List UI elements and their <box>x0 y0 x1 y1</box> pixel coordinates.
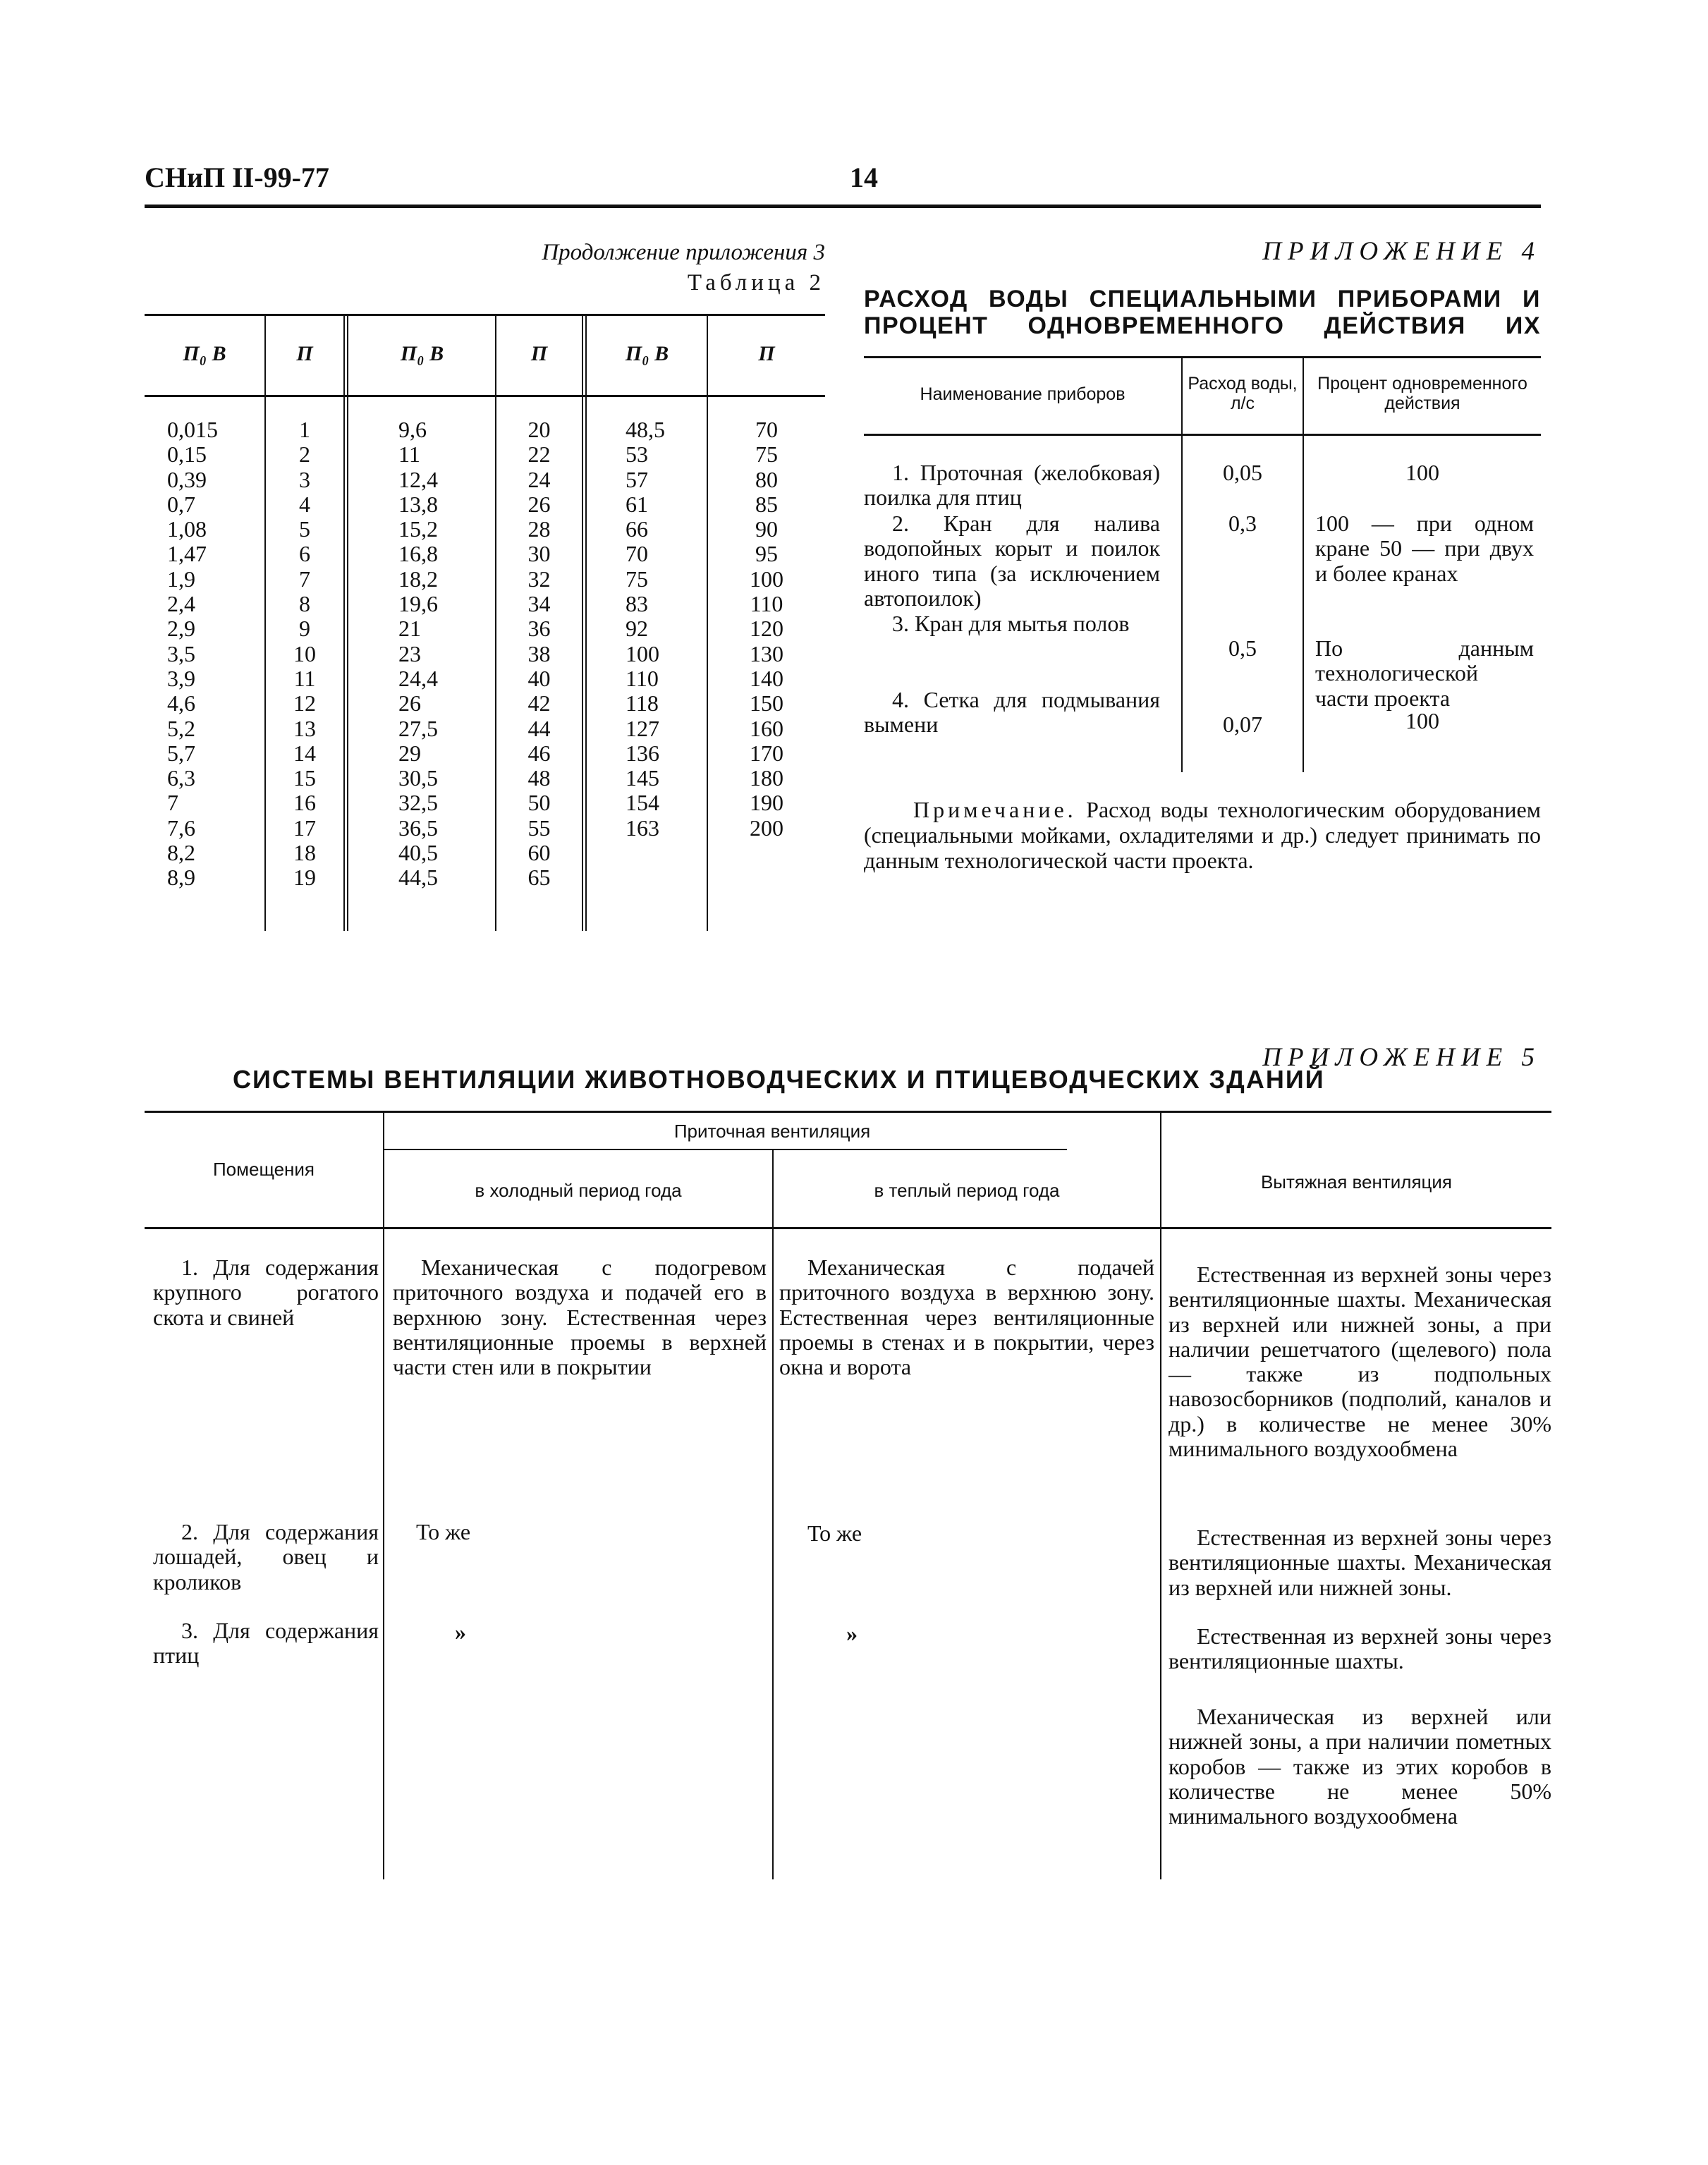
table2-cell: 180 <box>750 765 783 791</box>
table2-cell: 140 <box>750 665 783 691</box>
table2-column-p-3 <box>708 417 825 841</box>
table2-cell: 1,9 <box>167 566 195 592</box>
table2-cell: 18 <box>293 840 316 866</box>
table2-cell: 29 <box>398 740 421 766</box>
table2-cell: 46 <box>527 740 551 766</box>
page-number: 14 <box>850 161 878 193</box>
table2-cell: 19 <box>293 865 316 891</box>
table2-cell: 65 <box>527 865 551 891</box>
table2-cell: 2,4 <box>167 591 195 617</box>
table2-double-divider <box>582 314 587 931</box>
table2-cell: 170 <box>750 740 783 766</box>
header-rule <box>145 205 1541 208</box>
table2-cell: 8 <box>299 591 310 617</box>
appendix4-label: ПРИЛОЖЕНИЕ 4 <box>1262 237 1541 266</box>
appendix5-table <box>145 1111 1551 1879</box>
table2-cell: 75 <box>755 441 778 468</box>
table2-cell: 22 <box>527 441 551 468</box>
table2 <box>145 314 825 931</box>
table2-cell: 154 <box>626 790 659 816</box>
table2-cell: 145 <box>626 765 659 791</box>
table2-header-p-3: П <box>758 342 775 365</box>
table2-cell: 15,2 <box>398 516 438 542</box>
table2-cell: 3,5 <box>167 640 195 666</box>
appendix4-divider <box>1181 356 1183 772</box>
table2-cell: 1 <box>299 417 310 442</box>
table2-cell: 40,5 <box>398 840 438 866</box>
table2-cell: 7 <box>299 566 310 592</box>
appendix5-divider <box>772 1149 774 1879</box>
appendix5-row-1-cold: Механическая с подогревом приточного воздуха и подачей его в верхнюю зону. Естественная через вентиляционные проемы в верхней части стен или в покрытии <box>393 1255 767 1380</box>
table2-cell: 5,7 <box>167 740 195 766</box>
note-label: Примечание. <box>913 797 1077 822</box>
table2-cell: 13,8 <box>398 491 438 517</box>
table2-cell: 18,2 <box>398 566 438 592</box>
table2-column-p-2 <box>496 417 582 891</box>
table2-header-pv-2: П₀ В <box>400 342 444 365</box>
appendix5-row-3-warm: » <box>846 1621 858 1646</box>
table2-cell: 100 <box>626 640 659 666</box>
table2-cell: 8,2 <box>167 840 195 866</box>
table2-cell: 26 <box>398 690 421 716</box>
appendix4-top-rule <box>864 356 1541 358</box>
table2-cell: 2 <box>299 441 310 468</box>
table2-cell: 92 <box>626 616 648 642</box>
table2-cell: 110 <box>626 665 659 691</box>
table2-cell: 3 <box>299 466 310 492</box>
table2-cell: 83 <box>626 591 648 617</box>
table2-cell: 12,4 <box>398 466 438 492</box>
table2-cell: 30 <box>527 541 551 567</box>
appendix4-row-3-percent: По данным технологической части проекта <box>1315 635 1534 711</box>
table2-cell: 66 <box>626 516 648 542</box>
table2-cell: 60 <box>527 840 551 866</box>
appendix5-title: СИСТЕМЫ ВЕНТИЛЯЦИИ ЖИВОТНОВОДЧЕСКИХ И ПТИЦЕВОДЧЕСКИХ ЗДАНИЙ <box>233 1065 1325 1094</box>
appendix5-divider <box>1160 1111 1161 1879</box>
table2-cell: 7 <box>167 790 178 816</box>
appendix5-header-cold: в холодный период года <box>475 1180 682 1201</box>
table2-cell: 1,08 <box>167 516 207 542</box>
table2-cell: 90 <box>755 516 778 542</box>
table2-cell: 85 <box>755 491 778 517</box>
appendix5-divider <box>383 1111 384 1879</box>
table2-cell: 6 <box>299 541 310 567</box>
table2-cell: 4,6 <box>167 690 195 716</box>
table2-cell: 13 <box>293 715 316 741</box>
appendix4-header-percent: Процент одновременного действия <box>1317 374 1527 413</box>
table2-cell: 0,39 <box>167 466 207 492</box>
table2-header-pv-3: П₀ В <box>625 342 669 365</box>
appendix4-row-2-flow: 0,3 <box>1228 511 1257 536</box>
table2-cell: 34 <box>527 591 551 617</box>
table2-cell: 80 <box>755 466 778 492</box>
appendix5-header-rule <box>145 1227 1551 1229</box>
appendix5-header-exhaust: Вытяжная вентиляция <box>1260 1171 1453 1193</box>
table2-cell: 53 <box>626 441 648 468</box>
appendix4-row-1-flow: 0,05 <box>1223 460 1262 485</box>
table2-cell: 160 <box>750 715 783 741</box>
page-header <box>145 161 1555 203</box>
appendix5-label: ПРИЛОЖЕНИЕ 5 <box>1262 1043 1541 1072</box>
table2-header-pv-1: П₀ В <box>183 342 226 365</box>
appendix5-row-1-room: 1. Для содержания крупного рогатого скота и свиней <box>153 1255 379 1330</box>
table2-cell: 40 <box>527 665 551 691</box>
appendix5-row-3-cold: » <box>455 1619 466 1645</box>
table2-column-p-1 <box>266 417 343 891</box>
table2-cell: 136 <box>626 740 659 766</box>
table2-cell: 30,5 <box>398 765 438 791</box>
document-code: СНиП II-99-77 <box>145 161 329 193</box>
table2-cell: 32,5 <box>398 790 438 816</box>
appendix5-header-rooms: Помещения <box>212 1159 315 1180</box>
table2-cell: 42 <box>527 690 551 716</box>
appendix5-row-3-exhaust: Естественная из верхней зоны через вентиляционные шахты. <box>1169 1623 1551 1674</box>
table2-cell: 19,6 <box>398 591 438 617</box>
table2-column-pv-1 <box>167 417 264 891</box>
appendix4-row-2-percent: 100 — при одном кране 50 — при двух и более кранах <box>1315 511 1534 586</box>
appendix4-row-4-percent: 100 <box>1405 708 1439 733</box>
table2-cell: 12 <box>293 690 316 716</box>
table2-column-pv-2 <box>398 417 495 891</box>
table2-cell: 36 <box>527 616 551 642</box>
appendix5-row-2-warm: То же <box>807 1520 862 1546</box>
appendix4-row-3-flow: 0,5 <box>1228 635 1257 661</box>
table2-cell: 100 <box>750 566 783 592</box>
table2-cell: 21 <box>398 616 421 642</box>
table2-cell: 11 <box>398 441 420 468</box>
table2-cell: 2,9 <box>167 616 195 642</box>
table2-cell: 48 <box>527 765 551 791</box>
appendix4-row-4-flow: 0,07 <box>1223 712 1262 737</box>
table2-cell: 6,3 <box>167 765 195 791</box>
table2-cell: 38 <box>527 640 551 666</box>
table2-cell: 7,6 <box>167 815 195 841</box>
table2-continuation: Продолжение приложения 3 <box>542 240 825 265</box>
table2-cell: 1,47 <box>167 541 207 567</box>
table2-cell: 50 <box>527 790 551 816</box>
appendix4-row-2-name: 2. Кран для налива водопойных корыт и поилок иного типа (за исключением автопоилок) <box>864 511 1160 611</box>
table2-cell: 75 <box>626 566 648 592</box>
table2-label: Таблица 2 <box>687 270 825 295</box>
table2-cell: 28 <box>527 516 551 542</box>
table2-cell: 11 <box>293 665 316 691</box>
table2-cell: 61 <box>626 491 648 517</box>
table2-cell: 110 <box>750 591 783 617</box>
table2-cell: 23 <box>398 640 421 666</box>
table2-cell: 16,8 <box>398 541 438 567</box>
appendix5-top-rule <box>145 1111 1551 1113</box>
appendix5-row-3-room: 3. Для содержания птиц <box>153 1618 379 1669</box>
appendix4-title: РАСХОД ВОДЫ СПЕЦИАЛЬНЫМИ ПРИБОРАМИ И ПРОЦЕНТ ОДНОВРЕМЕННОГО ДЕЙСТВИЯ ИХ <box>864 286 1541 339</box>
table2-cell: 9 <box>299 616 310 642</box>
table2-cell: 5 <box>299 516 310 542</box>
table2-cell: 0,15 <box>167 441 207 468</box>
table2-header-rule <box>145 395 825 397</box>
table2-header-p-2: П <box>530 342 548 365</box>
appendix4-row-1-percent: 100 <box>1405 460 1439 485</box>
appendix5-row-1-warm: Механическая с подачей приточного воздуха в верхнюю зону. Естественная через вентиляционные проемы в стенах и в покрытии, через окна и ворота <box>779 1255 1154 1380</box>
table2-cell: 70 <box>626 541 648 567</box>
table2-cell: 70 <box>755 417 778 442</box>
table2-cell: 0,7 <box>167 491 195 517</box>
appendix4-table <box>864 356 1541 772</box>
appendix4-row-4-name: 4. Сетка для подмывания вымени <box>864 687 1160 738</box>
appendix5-row-3-exhaust-2: Механическая из верхней или нижней зоны, а при наличии пометных коробов — также из этих коробов в количестве не менее 50% минимального воздухообмена <box>1169 1704 1551 1829</box>
appendix5-header-warm: в теплый период года <box>874 1180 1060 1201</box>
table2-cell: 3,9 <box>167 665 195 691</box>
table2-cell: 24 <box>527 466 551 492</box>
table2-cell: 27,5 <box>398 715 438 741</box>
table2-cell: 16 <box>293 790 316 816</box>
table2-column-pv-3 <box>626 417 707 841</box>
table2-cell: 127 <box>626 715 659 741</box>
table2-cell: 55 <box>527 815 551 841</box>
note-text: Расход воды технологическим оборудованием (специальными мойками, охладителями и др.) следует принимать по данным технологической части проекта. <box>864 797 1541 873</box>
table2-cell: 163 <box>626 815 659 841</box>
table2-cell: 130 <box>750 640 783 666</box>
appendix5-row-2-exhaust: Естественная из верхней зоны через вентиляционные шахты. Механическая из верхней или нижней зоны. <box>1169 1525 1551 1600</box>
appendix4-note <box>864 797 1541 873</box>
table2-double-divider <box>343 314 348 931</box>
appendix5-header-supply: Приточная вентиляция <box>673 1121 871 1142</box>
table2-cell: 32 <box>527 566 551 592</box>
table2-cell: 9,6 <box>398 417 427 442</box>
table2-cell: 8,9 <box>167 865 195 891</box>
table2-cell: 200 <box>750 815 783 841</box>
appendix5-row-2-room: 2. Для содержания лошадей, овец и кроликов <box>153 1519 379 1594</box>
appendix5-subheader-rule <box>384 1149 1067 1150</box>
table2-cell: 20 <box>527 417 551 442</box>
appendix4-row-1-name: 1. Проточная (желобковая) поилка для птиц <box>864 460 1160 511</box>
table2-cell: 118 <box>626 690 659 716</box>
appendix4-row-3-name: 3. Кран для мытья полов <box>892 611 1130 636</box>
table2-cell: 4 <box>299 491 310 517</box>
appendix4-header-name: Наименование приборов <box>920 384 1126 404</box>
table2-cell: 14 <box>293 740 316 766</box>
table2-cell: 190 <box>750 790 783 816</box>
table2-top-rule <box>145 314 825 316</box>
appendix4-header-flow: Расход воды, л/с <box>1188 374 1298 413</box>
table2-cell: 5,2 <box>167 715 195 741</box>
appendix5-row-2-cold: То же <box>416 1519 471 1544</box>
appendix4-header-rule <box>864 434 1541 436</box>
table2-cell: 120 <box>750 616 783 642</box>
table2-cell: 57 <box>626 466 648 492</box>
table2-cell: 24,4 <box>398 665 438 691</box>
table2-cell: 44 <box>527 715 551 741</box>
table2-cell: 26 <box>527 491 551 517</box>
table2-cell: 44,5 <box>398 865 438 891</box>
table2-cell: 150 <box>750 690 783 716</box>
table2-cell: 17 <box>293 815 316 841</box>
table2-cell: 95 <box>755 541 778 567</box>
table2-cell: 10 <box>293 640 316 666</box>
table2-cell: 36,5 <box>398 815 438 841</box>
table2-cell: 0,015 <box>167 417 218 442</box>
table2-header-p-1: П <box>296 342 313 365</box>
table2-cell: 15 <box>293 765 316 791</box>
table2-cell: 48,5 <box>626 417 665 442</box>
appendix5-row-1-exhaust: Естественная из верхней зоны через вентиляционные шахты. Механическая из верхней или нижней зоны, а при наличии решетчатого (щелевого) пола — также из подпольных навозосборников (подполий, каналов и др.) в количестве не менее 30% минимального воздухообмена <box>1169 1262 1551 1462</box>
